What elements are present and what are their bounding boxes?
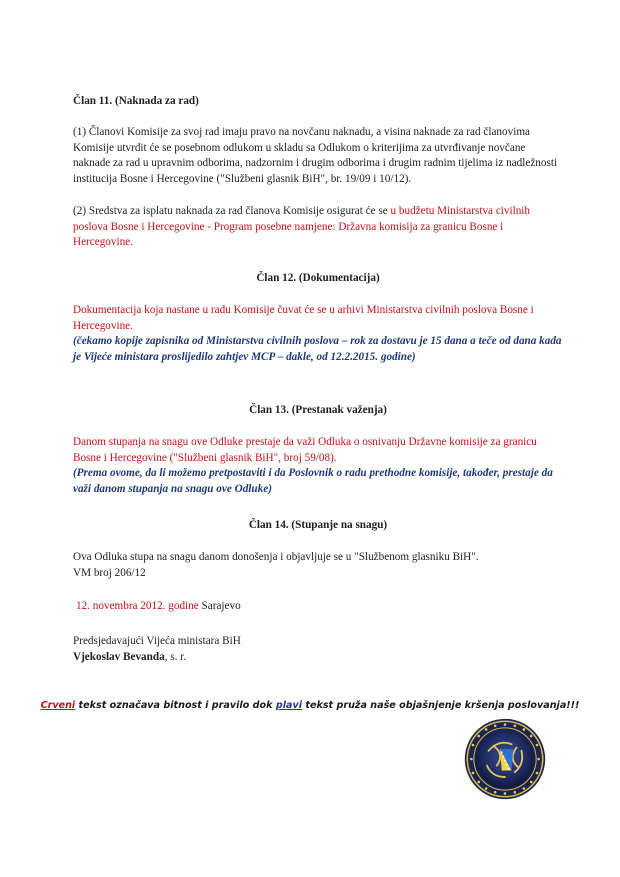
vm-number: VM broj 206/12 bbox=[73, 566, 146, 579]
article-14-body bbox=[73, 550, 563, 581]
date-red: 12. novembra 2012. godine bbox=[76, 600, 199, 612]
signature-suffix: , s. r. bbox=[164, 650, 187, 663]
article-14-heading: Član 14. (Stupanje na snagu) bbox=[248, 519, 388, 531]
emblem-seal-icon bbox=[464, 718, 546, 800]
date-city: Sarajevo bbox=[201, 600, 241, 612]
date-line bbox=[73, 599, 563, 615]
article-13-red-text: Danom stupanja na snagu ove Odluke prestaje da važi Odluka o osnivanju Državne komisije za granicu Bosne i Hercegovine ("Službeni glasnik BiH", broj 59/08). bbox=[73, 436, 537, 464]
article-13-blue-comment: (Prema ovome, da li možemo pretpostaviti i da Poslovnik o radu prethodne komisije, također, prestaje da važi danom stupanja na snagu ove Odluke) bbox=[73, 467, 553, 495]
note-end: tekst pruža naše objašnjenje kršenja poslovanja!!! bbox=[302, 700, 580, 711]
signature-name: Vjekoslav Bevanda bbox=[73, 650, 165, 663]
signature-title: Predsjedavajući Vijeća ministara BiH bbox=[73, 635, 241, 647]
article-12-heading: Član 12. (Dokumentacija) bbox=[256, 272, 380, 284]
article-14-text: Ova Odluka stupa na snagu danom donošenja i objavljuje se u "Službenom glasniku BiH". bbox=[73, 551, 479, 563]
signature-block bbox=[73, 634, 563, 665]
article-12-blue-comment: (čekamo kopije zapisnika od Ministarstva civilnih poslova – rok za dostavu je 15 dana a teče od dana kada je Vijeće ministara proslijedilo zahtjev MCP – dakle, od 12.2.2015. godine) bbox=[73, 335, 562, 363]
color-legend-note bbox=[40, 700, 580, 711]
note-red-word: Crveni bbox=[40, 700, 76, 711]
article-12-red-text: Dokumentacija koja nastane u radu Komisije čuvat će se u arhivi Ministarstva civilnih poslova Bosne i Hercegovine. bbox=[73, 304, 534, 332]
article-11-paragraph-2-text: (2) Sredstva za isplatu naknada za rad članova Komisije osigurat će se bbox=[73, 205, 388, 217]
article-13-body bbox=[73, 435, 563, 497]
article-11-paragraph-1: (1) Članovi Komisije za svoj rad imaju pravo na novčanu naknadu, a visina naknade za rad članovima Komisije utvrdit će se posebnom odlukom u skladu sa Odlukom o kriterijima za utvrđivanje novčane naknade za rad u upravnim odborima, nadzornim i drugim odborima i drugim radnim tijelima iz nadležnosti institucija Bosne i Hercegovine ("Službeni glasnik BiH", br. 19/09 i 10/12). bbox=[73, 126, 558, 185]
article-13-heading: Član 13. (Prestanak važenja) bbox=[249, 404, 387, 416]
note-middle: tekst označava bitnost i pravilo dok bbox=[75, 700, 276, 711]
article-11-heading: Član 11. (Naknada za rad) bbox=[73, 95, 199, 107]
note-blue-word: plavi bbox=[275, 700, 303, 711]
article-11-paragraph-2 bbox=[73, 204, 563, 251]
article-11-paragraph-2-red: u budžetu Ministarstva civilnih poslova Bosne i Hercegovine - Program posebne namjene: Državna komisija za granicu Bosne i Hercegovine. bbox=[73, 205, 530, 249]
article-12-body bbox=[73, 303, 563, 365]
